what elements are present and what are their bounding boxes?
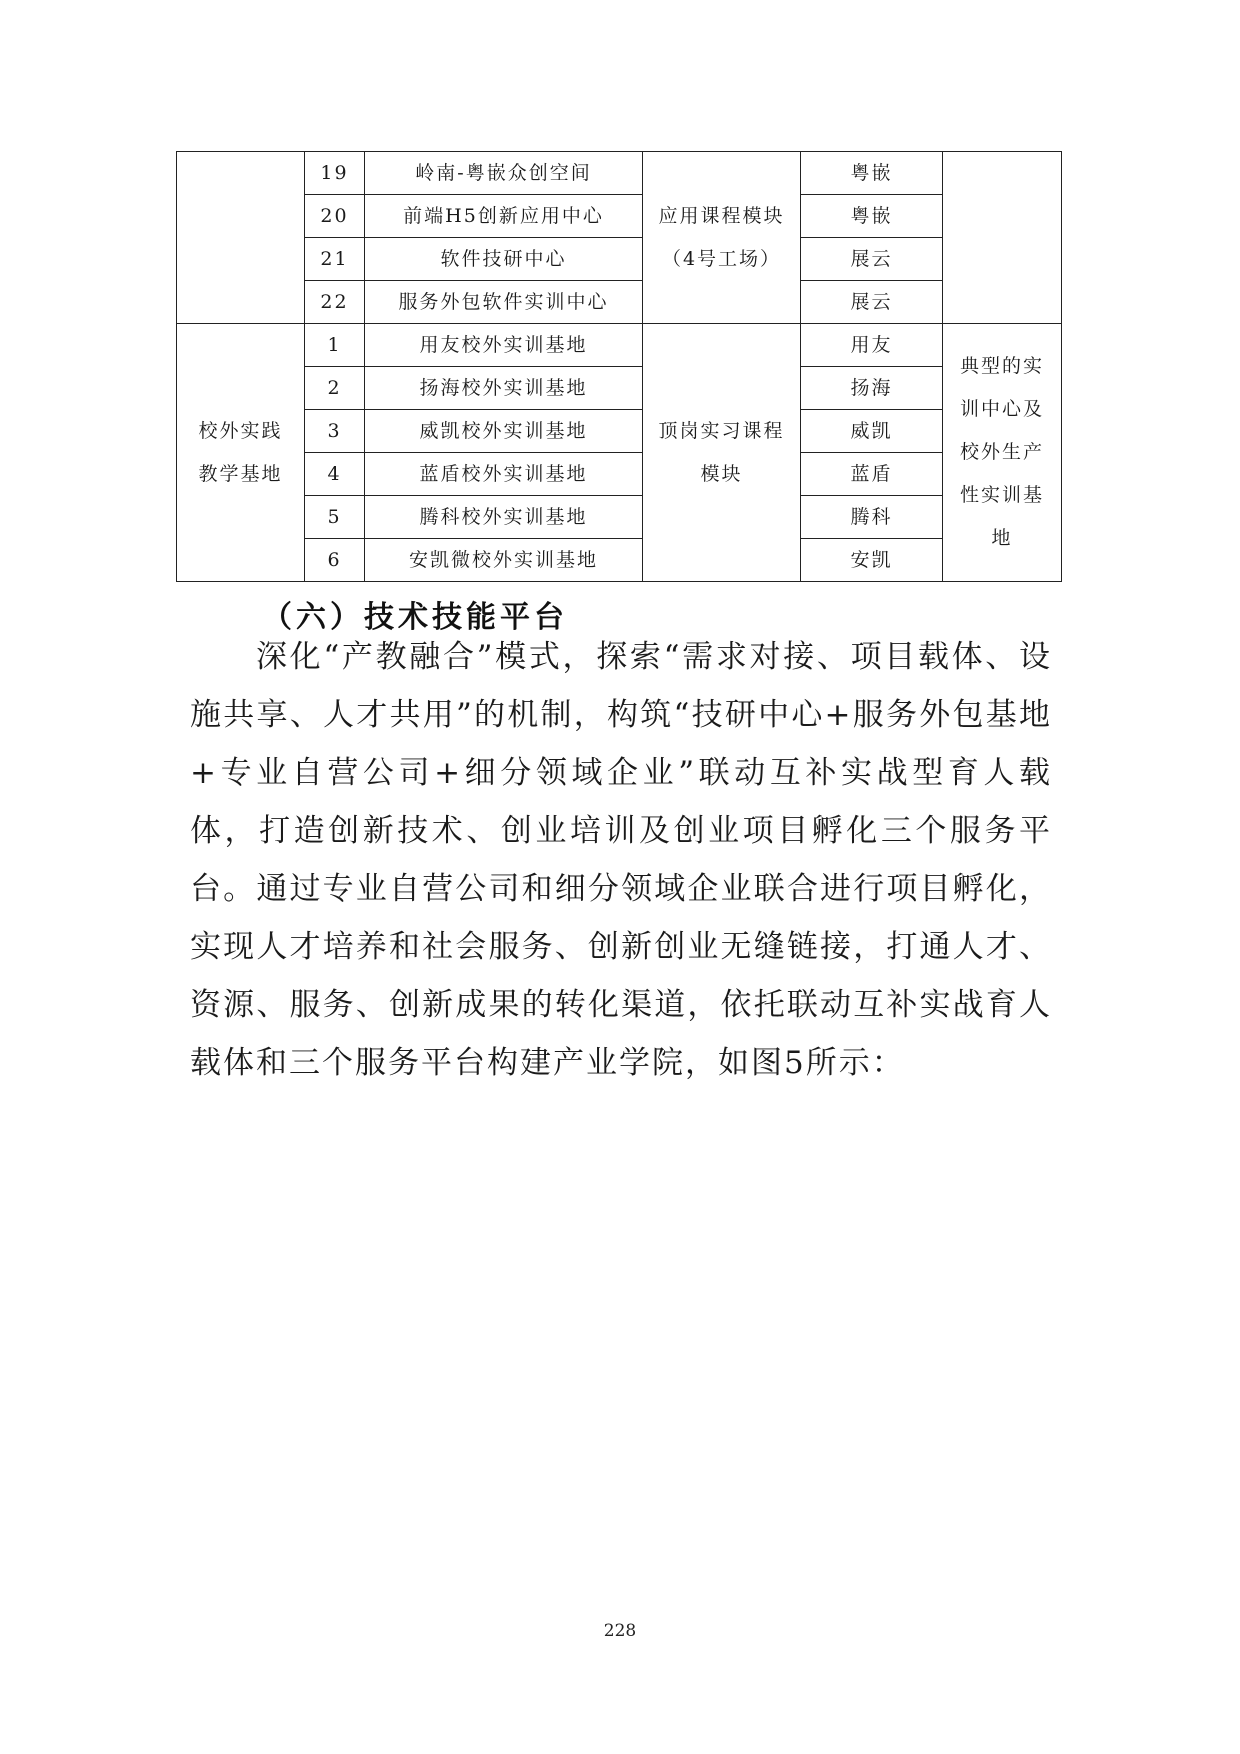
note-cell-empty bbox=[943, 152, 1062, 324]
category-cell-empty bbox=[177, 152, 305, 324]
section-paragraph: 深化“产教融合”模式，探索“需求对接、项目载体、设施共享、人才共用”的机制，构筑“技研中心+服务外包基地+专业自营公司+细分领域企业”联动互补实战型育人载体，打造创新技术、创业培训及创业项目孵化三个服务平台。通过专业自营公司和细分领域企业联合进行项目孵化，实现人才培养和社会服务、创新创业无缝链接，打通人才、资源、服务、创新成果的转化渠道，依托联动互补实战育人载体和三个服务平台构建产业学院，如图5所示： bbox=[190, 639, 1052, 1081]
base-name: 岭南-粤嵌众创空间 bbox=[365, 152, 643, 195]
table-row bbox=[177, 152, 1062, 195]
table-row bbox=[177, 238, 1062, 281]
note-cell bbox=[943, 324, 1062, 582]
table-row bbox=[177, 410, 1062, 453]
category-cell-offcampus bbox=[177, 324, 305, 582]
table-row bbox=[177, 539, 1062, 582]
row-number: 22 bbox=[305, 281, 365, 324]
module-line: 顶岗实习课程 bbox=[658, 419, 785, 442]
row-number: 6 bbox=[305, 539, 365, 582]
enterprise-name: 展云 bbox=[801, 281, 943, 324]
base-name: 安凯微校外实训基地 bbox=[365, 539, 643, 582]
table-row bbox=[177, 453, 1062, 496]
row-number: 21 bbox=[305, 238, 365, 281]
enterprise-name: 安凯 bbox=[801, 539, 943, 582]
enterprise-name: 腾科 bbox=[801, 496, 943, 539]
base-name: 前端H5创新应用中心 bbox=[365, 195, 643, 238]
note-line: 性实训基 bbox=[959, 484, 1044, 506]
page-number: 228 bbox=[603, 1621, 637, 1641]
training-base-table bbox=[176, 151, 1062, 582]
enterprise-name: 粤嵌 bbox=[801, 152, 943, 195]
table-row bbox=[177, 496, 1062, 539]
enterprise-name: 展云 bbox=[801, 238, 943, 281]
base-name: 软件技研中心 bbox=[365, 238, 643, 281]
enterprise-name: 蓝盾 bbox=[801, 453, 943, 496]
base-name: 威凯校外实训基地 bbox=[365, 410, 643, 453]
note-line: 训中心及 bbox=[959, 398, 1044, 420]
row-number: 4 bbox=[305, 453, 365, 496]
module-line: 应用课程模块 bbox=[658, 204, 785, 227]
enterprise-name: 威凯 bbox=[801, 410, 943, 453]
base-name: 蓝盾校外实训基地 bbox=[365, 453, 643, 496]
category-line: 校外实践 bbox=[198, 419, 283, 442]
enterprise-name: 用友 bbox=[801, 324, 943, 367]
table-row bbox=[177, 324, 1062, 367]
enterprise-name: 粤嵌 bbox=[801, 195, 943, 238]
note-line: 地 bbox=[991, 527, 1013, 549]
row-number: 1 bbox=[305, 324, 365, 367]
enterprise-name: 扬海 bbox=[801, 367, 943, 410]
section-heading: （六）技术技能平台 bbox=[262, 600, 568, 635]
note-line: 校外生产 bbox=[959, 441, 1044, 463]
table-row bbox=[177, 195, 1062, 238]
row-number: 5 bbox=[305, 496, 365, 539]
base-name: 扬海校外实训基地 bbox=[365, 367, 643, 410]
row-number: 3 bbox=[305, 410, 365, 453]
row-number: 20 bbox=[305, 195, 365, 238]
module-line: 模块 bbox=[700, 462, 743, 485]
base-name: 用友校外实训基地 bbox=[365, 324, 643, 367]
module-cell-internship bbox=[643, 324, 801, 582]
row-number: 19 bbox=[305, 152, 365, 195]
module-cell-applied bbox=[643, 152, 801, 324]
base-name: 服务外包软件实训中心 bbox=[365, 281, 643, 324]
category-line: 教学基地 bbox=[198, 462, 283, 485]
table-row bbox=[177, 367, 1062, 410]
row-number: 2 bbox=[305, 367, 365, 410]
base-name: 腾科校外实训基地 bbox=[365, 496, 643, 539]
module-line: （4号工场） bbox=[661, 247, 782, 270]
table-row bbox=[177, 281, 1062, 324]
note-line: 典型的实 bbox=[959, 355, 1044, 377]
